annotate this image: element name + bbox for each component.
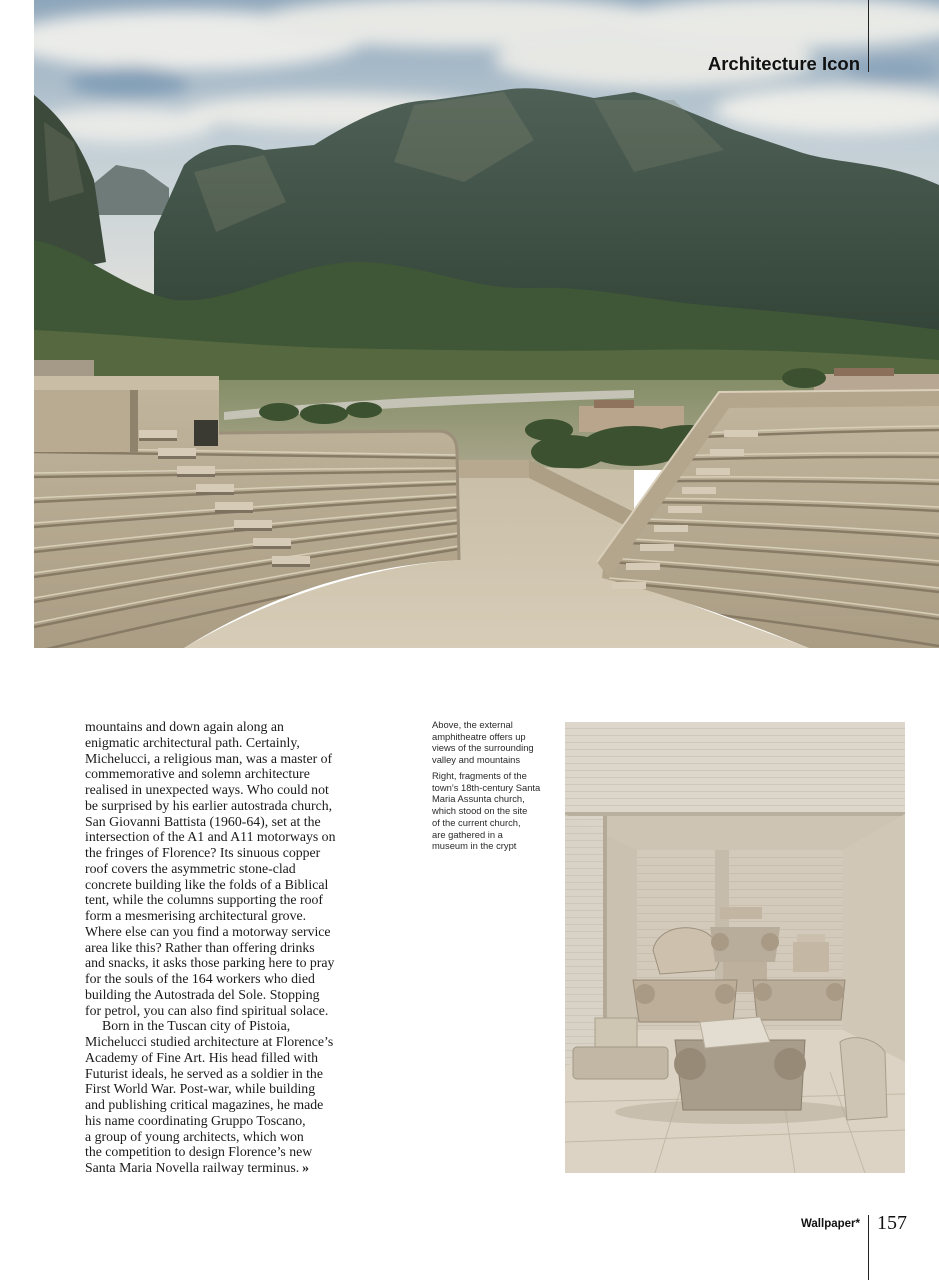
body-line	[85, 1081, 385, 1097]
body-line-text: form a mesmerising architectural grove.	[85, 908, 307, 923]
article-body	[85, 719, 385, 1176]
body-line	[85, 798, 385, 814]
body-line-text: Born in the Tuscan city of Pistoia,	[102, 1018, 291, 1034]
body-line	[85, 1129, 385, 1145]
caption-line: which stood on the site	[432, 805, 528, 817]
body-line-text: and publishing critical magazines, he made	[85, 1097, 324, 1112]
body-line-text: commemorative and solemn architecture	[85, 766, 310, 782]
body-line-text: building the Autostrada del Sole. Stopping	[85, 986, 320, 1002]
body-line-text: area like this? Rather than offering drinks	[85, 939, 315, 955]
body-line-text: roof covers the asymmetric stone-clad	[85, 860, 296, 876]
caption-line: Maria Assunta church,	[432, 793, 525, 805]
body-line	[85, 924, 385, 940]
body-line	[85, 1160, 385, 1176]
body-line	[85, 1018, 385, 1034]
caption-line: town’s 18th-century Santa	[432, 781, 541, 793]
caption-line: views of the surrounding	[432, 742, 534, 754]
caption-line: are gathered in a	[432, 828, 503, 840]
body-line	[85, 971, 385, 987]
body-line-text: San Giovanni Battista (1960-64), set at the	[85, 813, 321, 829]
body-line	[85, 1034, 385, 1050]
body-line	[85, 845, 385, 861]
crypt-photo	[565, 722, 905, 1173]
body-line-text: Michelucci, a religious man, was a master of	[85, 750, 333, 766]
caption-line: valley and mountains	[432, 754, 521, 766]
body-line	[85, 829, 385, 845]
body-line-text: Where else can you find a motorway service	[85, 923, 331, 939]
body-line-text: Santa Maria Novella railway terminus.	[85, 1160, 300, 1175]
body-line	[85, 782, 385, 798]
caption-line: of the current church,	[432, 816, 521, 828]
body-line	[85, 955, 385, 971]
caption-right	[432, 770, 557, 852]
caption-line: amphitheatre offers up	[432, 730, 526, 742]
body-line	[85, 908, 385, 924]
body-line	[85, 940, 385, 956]
header-rule	[868, 0, 869, 72]
caption-line: Right, fragments of the	[432, 770, 527, 781]
body-line-text: the fringes of Florence? Its sinuous copper	[85, 845, 321, 860]
body-line-text: intersection of the A1 and A11 motorways on	[85, 829, 336, 845]
body-line	[85, 892, 385, 908]
body-line-text: the competition to design Florence’s new	[85, 1144, 313, 1160]
body-line	[85, 1066, 385, 1082]
body-line	[85, 735, 385, 751]
publication-name: Wallpaper*	[800, 1218, 860, 1230]
body-line-text: Academy of Fine Art. His head filled with	[85, 1049, 318, 1065]
body-line-text: for petrol, you can also find spiritual solace.	[85, 1002, 329, 1018]
body-line-text: for the souls of the 164 workers who died	[85, 971, 315, 986]
body-line	[85, 987, 385, 1003]
body-line-text: a group of young architects, which won	[85, 1128, 304, 1144]
body-line-text: be surprised by his earlier autostrada church,	[85, 797, 333, 813]
body-line-text: realised in unexpected ways. Who could not	[85, 782, 329, 797]
caption-above	[432, 719, 557, 766]
body-line-text: Futurist ideals, he served as a soldier in the	[85, 1065, 323, 1081]
body-line-text: enigmatic architectural path. Certainly,	[85, 734, 300, 750]
body-line	[85, 1113, 385, 1129]
body-line-text: mountains and down again along an	[85, 719, 284, 734]
end-mark: »	[302, 1160, 310, 1175]
footer-rule	[868, 1215, 869, 1280]
body-line	[85, 814, 385, 830]
caption-line: museum in the crypt	[432, 840, 517, 852]
body-line-text: Michelucci studied architecture at Florence’s	[85, 1034, 334, 1049]
amphitheatre-photo	[34, 0, 939, 648]
body-line	[85, 1003, 385, 1019]
body-line-text: First World War. Post-war, while building	[85, 1081, 316, 1097]
body-line	[85, 1050, 385, 1066]
body-line	[85, 877, 385, 893]
caption-line: Above, the external	[432, 719, 513, 730]
body-line	[85, 766, 385, 782]
body-line	[85, 1097, 385, 1113]
page-number: 157	[877, 1212, 907, 1234]
body-line-text: concrete building like the folds of a Biblical	[85, 876, 329, 892]
body-line-text: and snacks, it asks those parking here to pray	[85, 955, 335, 971]
body-line	[85, 719, 385, 735]
section-title: Architecture Icon	[707, 53, 860, 74]
body-line	[85, 1144, 385, 1160]
body-line	[85, 861, 385, 877]
body-line-text: his name coordinating Gruppo Toscano,	[85, 1112, 306, 1128]
body-line-text: tent, while the columns supporting the roof	[85, 892, 323, 908]
body-line	[85, 751, 385, 767]
